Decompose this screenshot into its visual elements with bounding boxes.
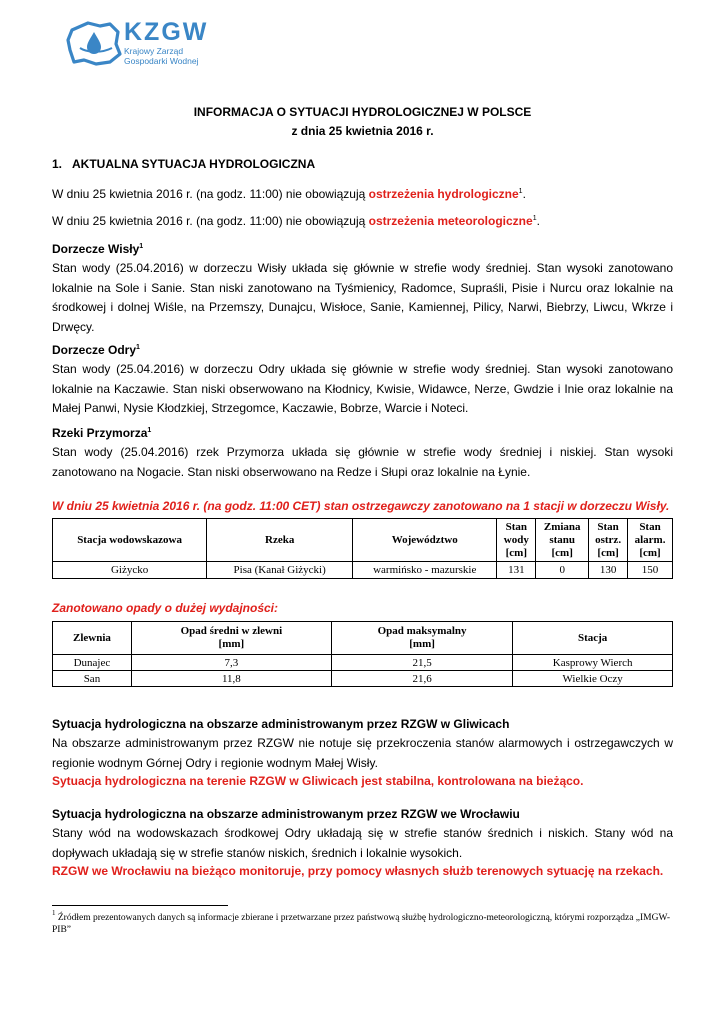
table-cell: Kasprowy Wierch: [513, 655, 673, 671]
rainfall-table: [52, 621, 673, 687]
table-header-row: [53, 519, 673, 562]
col-header: Stacja wodowskazowa: [53, 519, 207, 562]
table-cell: 7,3: [131, 655, 331, 671]
col-header: Województwo: [353, 519, 497, 562]
table-row: [53, 562, 673, 579]
table-cell: 21,6: [331, 671, 512, 687]
col-header: Zmiana stanu [cm]: [536, 519, 589, 562]
hydro-warning-line: W dniu 25 kwietnia 2016 r. (na godz. 11:00) nie obowiązują ostrzeżenia hydrologiczne$^1$.: [52, 187, 526, 201]
col-header: Stan ostrz. [cm]: [589, 519, 628, 562]
table-row: [53, 671, 673, 687]
table-cell: San: [53, 671, 132, 687]
table-cell: 0: [536, 562, 589, 579]
col-header: Rzeka: [207, 519, 353, 562]
table-cell: 130: [589, 562, 628, 579]
table-cell: 150: [628, 562, 673, 579]
wroclaw-status: RZGW we Wrocławiu na bieżąco monitoruje, przy pomocy własnych służb terenowych sytuację na rzekach.: [52, 864, 664, 878]
przymorze-heading: Rzeki Przymorza$^1$: [52, 426, 152, 440]
table-cell: 11,8: [131, 671, 331, 687]
poland-map-drop-icon: [66, 18, 122, 70]
gliwice-text: Na obszarze administrowanym przez RZGW nie notuje się przekroczenia stanów alarmowych i ostrzegawczych w regionie wodnym Górnej Odry i regionie wodnym Małej Wisły.: [52, 736, 673, 770]
col-header: Stan alarm. [cm]: [628, 519, 673, 562]
gliwice-heading: Sytuacja hydrologiczna na obszarze administrowanym przez RZGW w Gliwicach: [52, 717, 510, 731]
kzgw-logo: [66, 18, 209, 70]
col-header: Opad maksymalny [mm]: [331, 622, 512, 655]
col-header: Stan wody [cm]: [497, 519, 536, 562]
col-header: Opad średni w zlewni [mm]: [131, 622, 331, 655]
table-row: [53, 655, 673, 671]
footnote-divider: [52, 905, 228, 906]
document-date: z dnia 25 kwietnia 2016 r.: [291, 124, 434, 138]
odra-text: Stan wody (25.04.2016) w dorzeczu Odry układa się głównie w strefie wody średniej. Stan wysoki zanotowano lokalnie na Kaczawie. Stan niski obserwowano na Kłodnicy, Kwisie, Widawce, Nerze, Gwdzie i Inie oraz lokalnie na Małej Panwi, Nysie Kłodzkiej, Strzegomce, Kaczawie, Bobrze, Warcie i Noteci.: [52, 362, 673, 415]
table-cell: Wielkie Oczy: [513, 671, 673, 687]
table-cell: Giżycko: [53, 562, 207, 579]
wroclaw-text: Stany wód na wodowskazach środkowej Odry układają się w strefie stanów średnich i niskich. Stany wód na dopływach układają się w strefie stanów niskich, średnich i lokalnie wysokich.: [52, 826, 673, 860]
table-cell: 21,5: [331, 655, 512, 671]
przymorze-text: Stan wody (25.04.2016) rzek Przymorza układa się głównie w strefie wody średniej i niskiej. Stan wysoki zanotowano na Nogacie. Stan niski obserwowano na Redze i Słupi oraz lokalnie na Łynie.: [52, 445, 673, 479]
table-cell: Dunajec: [53, 655, 132, 671]
logo-subtitle: Krajowy Zarząd Gospodarki Wodnej: [124, 46, 199, 66]
alert-station-table: [52, 518, 673, 579]
col-header: Zlewnia: [53, 622, 132, 655]
table-cell: Pisa (Kanał Giżycki): [207, 562, 353, 579]
wisla-text: Stan wody (25.04.2016) w dorzeczu Wisły układa się głównie w strefie wody średniej. Stan wysoki zanotowano lokalnie na Sole i Sanie. Stan niski zanotowano na Tyśmienicy, Radomce, Supraśli, Pisie i Nurcu oraz lokalnie na środkowej i dolnej Wiśle, na Przemszy, Dunajcu, Wisłoce, Sanie, Kamiennej, Pilicy, Narwi, Biebrzy, Liwcu, Wkrze i Drwęcy.: [52, 261, 673, 334]
document-title: INFORMACJA O SYTUACJI HYDROLOGICZNEJ W POLSCE: [193, 105, 532, 119]
table-cell: 131: [497, 562, 536, 579]
gliwice-status: Sytuacja hydrologiczna na terenie RZGW w Gliwicach jest stabilna, kontrolowana na bieżąco.: [52, 774, 584, 788]
col-header: Stacja: [513, 622, 673, 655]
table-cell: warmińsko - mazurskie: [353, 562, 497, 579]
section-heading: 1. AKTUALNA SYTUACJA HYDROLOGICZNA: [52, 157, 316, 171]
meteo-warning-line: W dniu 25 kwietnia 2016 r. (na godz. 11:00) nie obowiązują ostrzeżenia meteorologiczne$^1$.: [52, 214, 540, 228]
wisla-heading: Dorzecze Wisły$^1$: [52, 242, 144, 256]
alert-statement: W dniu 25 kwietnia 2016 r. (na godz. 11:00 CET) stan ostrzegawczy zanotowano na 1 stacji w dorzeczu Wisły.: [52, 499, 670, 513]
footnote: $^1$ Źródłem prezentowanych danych są informacje zbierane i przetwarzane przez państwową służbę hydrologiczno-meteorologiczną, którymi rozporządza „IMGW- PIB”: [52, 909, 671, 935]
odra-heading: Dorzecze Odry$^1$: [52, 343, 140, 357]
wroclaw-heading: Sytuacja hydrologiczna na obszarze administrowanym przez RZGW we Wrocławiu: [52, 807, 520, 821]
rain-statement: Zanotowano opady o dużej wydajności:: [52, 601, 279, 615]
logo-name: KZGW: [124, 18, 209, 46]
table-header-row: [53, 622, 673, 655]
